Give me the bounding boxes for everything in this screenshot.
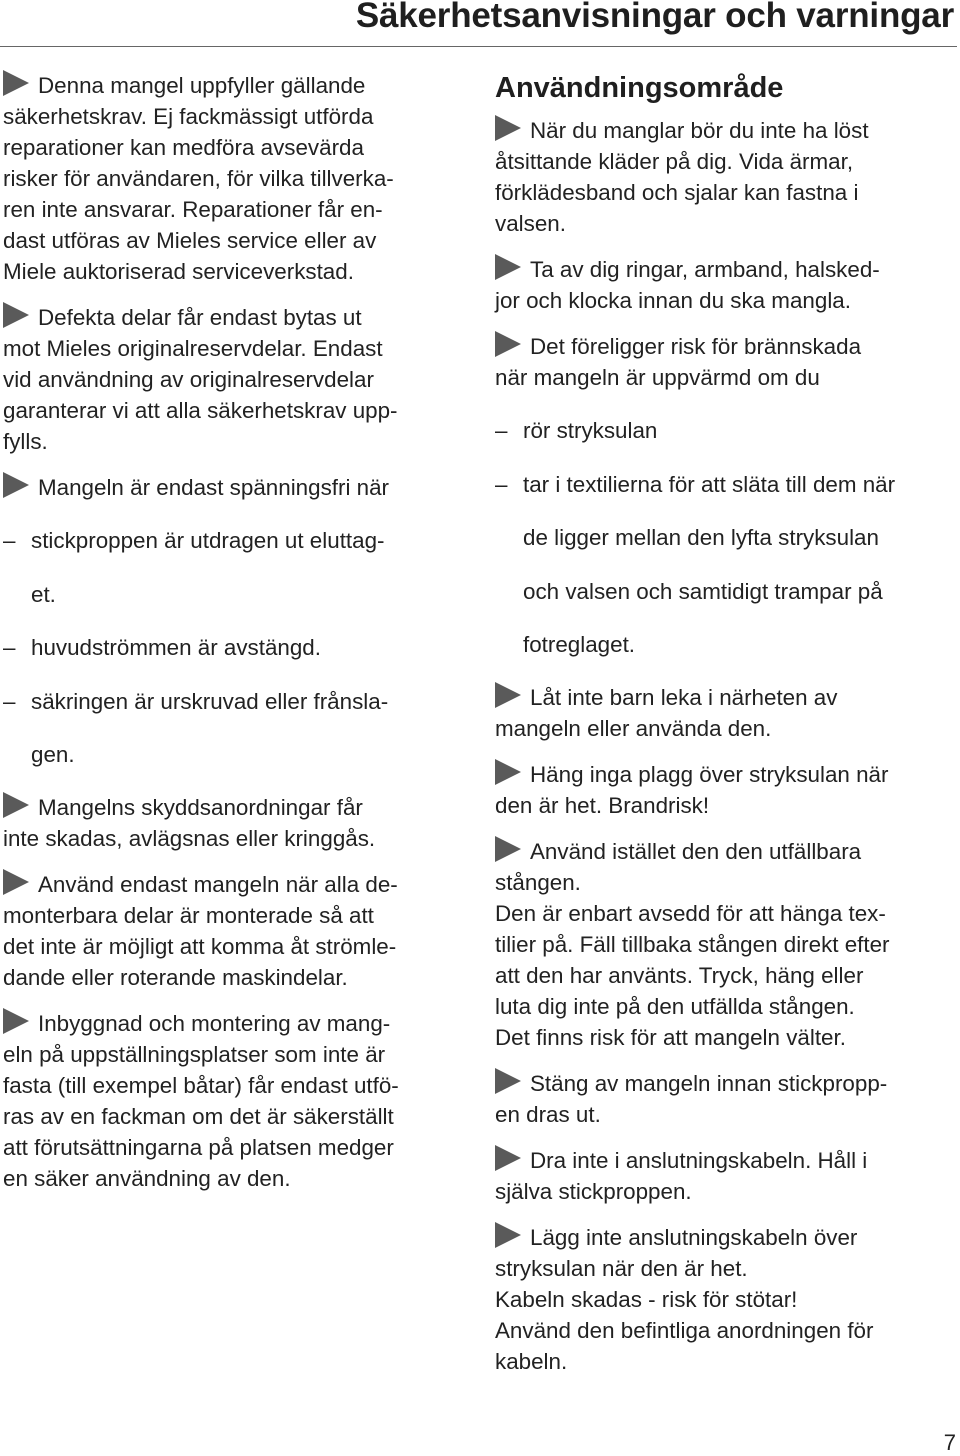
text-line-content: ras av en fackman om det är säkerställt (3, 1104, 394, 1130)
text-line (495, 836, 957, 867)
text-line-content: Mangeln är endast spänningsfri när (38, 475, 390, 500)
safety-paragraph (495, 682, 957, 744)
safety-paragraph (495, 1145, 957, 1207)
text-line-content: stryksulan när den är het. (495, 1256, 748, 1282)
text-line-content: de ligger mellan den lyfta stryksulan (523, 525, 879, 551)
dash-list-item (3, 686, 465, 770)
text-line (495, 713, 957, 744)
triangle-right-icon (495, 254, 521, 280)
text-line (31, 686, 465, 717)
text-line (3, 302, 465, 333)
text-line-content: ren inte ansvarar. Reparationer får en- (3, 197, 383, 222)
text-line-content: vid användning av originalreservdelar (3, 367, 374, 392)
text-line-content: Använd den befintliga anordningen för (495, 1318, 874, 1344)
triangle-right-icon (495, 1145, 521, 1171)
text-line (3, 333, 465, 364)
safety-paragraph (3, 302, 465, 457)
text-line-content: Miele auktoriserad serviceverkstad. (3, 259, 354, 284)
text-line (3, 1039, 465, 1070)
text-line-content: stickproppen är utdragen ut eluttag- (31, 528, 385, 554)
triangle-right-icon (495, 331, 521, 357)
text-line-content: Denna mangel uppfyller gällande (38, 73, 366, 98)
text-line (3, 163, 465, 194)
text-line-content: Kabeln skadas - risk för stötar! (495, 1287, 798, 1313)
text-line-content: åtsittande kläder på dig. Vida ärmar, (495, 149, 854, 174)
text-line (3, 225, 465, 256)
text-line (495, 682, 957, 713)
text-line-content: förklädesband och sjalar kan fastna i (495, 180, 859, 205)
text-line-content: en säker användning av den. (3, 1166, 291, 1192)
dash-marker: – (3, 528, 16, 554)
text-line-content: monterbara delar är monterade så att (3, 903, 374, 929)
text-line (495, 177, 957, 208)
safety-paragraph (3, 472, 465, 503)
text-line-content: rör stryksulan (523, 418, 658, 444)
text-line (495, 146, 957, 177)
text-line (3, 900, 465, 931)
text-line-content: tilier på. Fäll tillbaka stången direkt efter (495, 932, 890, 958)
text-line (3, 395, 465, 426)
text-line (495, 991, 957, 1022)
section-heading: Användningsområde (495, 72, 784, 104)
text-line-content: Inbyggnad och montering av mang- (38, 1011, 391, 1037)
dash-marker: – (3, 635, 16, 661)
page-title: Säkerhetsanvisningar och varningar (355, 0, 954, 35)
dash-list-item (495, 469, 957, 660)
text-line (3, 256, 465, 287)
text-line (495, 1346, 957, 1377)
text-line (495, 960, 957, 991)
text-line-content: fasta (till exempel båtar) får endast utfö- (3, 1073, 399, 1099)
text-line-content: Ta av dig ringar, armband, halsked- (530, 257, 880, 282)
text-line (495, 331, 957, 362)
triangle-right-icon (3, 70, 29, 96)
dash-list-item (3, 525, 465, 609)
text-line (495, 790, 957, 821)
text-line (3, 132, 465, 163)
triangle-right-icon (495, 115, 521, 141)
text-line (495, 1253, 957, 1284)
text-line (495, 759, 957, 790)
triangle-right-icon (495, 759, 521, 785)
triangle-right-icon (3, 1008, 29, 1034)
text-line-content: Häng inga plagg över stryksulan när (530, 762, 889, 788)
safety-paragraph (3, 869, 465, 993)
text-line-content: et. (31, 581, 56, 607)
text-line-content: luta dig inte på den utfällda stången. (495, 994, 855, 1020)
safety-paragraph (495, 115, 957, 239)
text-line (31, 579, 465, 610)
dash-marker: – (495, 471, 508, 497)
text-line (495, 929, 957, 960)
text-line (495, 208, 957, 239)
text-line-content: Lägg inte anslutningskabeln över (530, 1225, 858, 1251)
header-divider (0, 46, 957, 47)
safety-paragraph (495, 254, 957, 316)
triangle-right-icon (3, 302, 29, 328)
text-line-content: När du manglar bör du inte ha löst (530, 118, 869, 143)
text-line (495, 1145, 957, 1176)
text-line-content: säkringen är urskruvad eller frånsla- (31, 688, 389, 714)
dash-marker: – (3, 688, 16, 714)
text-line-content: Det föreligger risk för brännskada (530, 334, 862, 359)
text-line-content: Låt inte barn leka i närheten av (530, 685, 838, 711)
text-line (3, 962, 465, 993)
text-line-content: reparationer kan medföra avsevärda (3, 135, 364, 160)
text-line-content: Den är enbart avsedd för att hänga tex- (495, 901, 886, 927)
text-line-content: gen. (31, 741, 75, 767)
text-line (3, 194, 465, 225)
text-line (523, 522, 957, 553)
text-line-content: en dras ut. (495, 1102, 601, 1128)
text-line (3, 931, 465, 962)
text-line (495, 1222, 957, 1253)
text-line-content: Stäng av mangeln innan stickpropp- (530, 1071, 888, 1097)
text-line-content: stången. (495, 870, 581, 896)
text-line (3, 869, 465, 900)
triangle-right-icon (495, 1068, 521, 1094)
text-line-content: Använd endast mangeln när alla de- (38, 872, 398, 898)
safety-paragraph (495, 1068, 957, 1130)
dash-list-item (3, 632, 465, 663)
safety-paragraph (3, 70, 465, 287)
text-line (3, 101, 465, 132)
text-line-content: garanterar vi att alla säkerhetskrav upp- (3, 398, 398, 423)
text-line (523, 469, 957, 500)
text-line (3, 472, 465, 503)
triangle-right-icon (3, 869, 29, 895)
text-line-content: kabeln. (495, 1349, 568, 1375)
safety-paragraph (3, 792, 465, 854)
text-line-content: själva stickproppen. (495, 1179, 692, 1205)
triangle-right-icon (495, 836, 521, 862)
text-line (495, 1315, 957, 1346)
text-line-content: risker för användaren, för vilka tillverka- (3, 166, 394, 191)
triangle-right-icon (3, 472, 29, 498)
text-line (3, 823, 465, 854)
text-line (495, 1099, 957, 1130)
text-line (3, 1070, 465, 1101)
text-line-content: dande eller roterande maskindelar. (3, 965, 348, 991)
text-line-content: fylls. (3, 429, 48, 454)
text-line (3, 1008, 465, 1039)
safety-paragraph (495, 836, 957, 1053)
text-line-content: valsen. (495, 211, 566, 236)
triangle-right-icon (3, 792, 29, 818)
text-line (495, 285, 957, 316)
text-line-content: Dra inte i anslutningskabeln. Håll i (530, 1148, 868, 1174)
dash-marker: – (495, 418, 508, 444)
safety-paragraph (495, 759, 957, 821)
text-line-content: det inte är möjligt att komma åt strömle- (3, 934, 397, 960)
safety-paragraph (495, 331, 957, 393)
text-line-content: huvudströmmen är avstängd. (31, 635, 321, 661)
text-line-content: dast utföras av Mieles service eller av (3, 228, 377, 253)
text-line-content: mangeln eller använda den. (495, 716, 772, 742)
text-line (3, 1101, 465, 1132)
text-line (3, 426, 465, 457)
text-line (3, 70, 465, 101)
triangle-right-icon (495, 682, 521, 708)
text-line (3, 792, 465, 823)
text-line-content: och valsen och samtidigt trampar på (523, 578, 883, 604)
text-line-content: Mangelns skyddsanordningar får (38, 795, 363, 821)
text-line (523, 629, 957, 660)
safety-paragraph (495, 1222, 957, 1377)
text-line-content: fotreglaget. (523, 631, 636, 657)
text-line-content: när mangeln är uppvärmd om du (495, 365, 820, 390)
text-line (495, 1176, 957, 1207)
text-line-content: mot Mieles originalreservdelar. Endast (3, 336, 383, 361)
text-line (495, 115, 957, 146)
text-line-content: Defekta delar får endast bytas ut (38, 305, 362, 330)
text-line-content: inte skadas, avlägsnas eller kringgås. (3, 826, 376, 852)
text-line (523, 576, 957, 607)
text-line-content: eln på uppställningsplatser som inte är (3, 1042, 386, 1068)
safety-paragraph (3, 1008, 465, 1194)
text-line-content: att den har använts. Tryck, häng eller (495, 963, 864, 989)
text-line (31, 739, 465, 770)
text-line (31, 525, 465, 556)
right-column (495, 70, 957, 1392)
text-line (31, 632, 465, 663)
dash-list-item (495, 415, 957, 446)
text-line (3, 1132, 465, 1163)
text-line (3, 364, 465, 395)
text-line (495, 867, 957, 898)
text-line (523, 415, 957, 446)
text-line (495, 362, 957, 393)
text-line (495, 1284, 957, 1315)
text-line (495, 898, 957, 929)
right-column-items (495, 115, 957, 1377)
text-line-content: att förutsättningarna på platsen medger (3, 1135, 394, 1161)
text-line (3, 1163, 465, 1194)
left-column (3, 70, 465, 1209)
text-line-content: jor och klocka innan du ska mangla. (495, 288, 851, 313)
text-line (495, 254, 957, 285)
text-line-content: Använd istället den den utfällbara (530, 839, 862, 865)
text-line (495, 1068, 957, 1099)
text-line-content: den är het. Brandrisk! (495, 793, 710, 819)
page-number: 7 (943, 1430, 956, 1455)
text-line-content: säkerhetskrav. Ej fackmässigt utförda (3, 104, 374, 129)
text-line-content: tar i textilierna för att släta till dem när (523, 471, 896, 497)
triangle-right-icon (495, 1222, 521, 1248)
text-line-content: Det finns risk för att mangeln välter. (495, 1025, 846, 1051)
text-line (495, 1022, 957, 1053)
